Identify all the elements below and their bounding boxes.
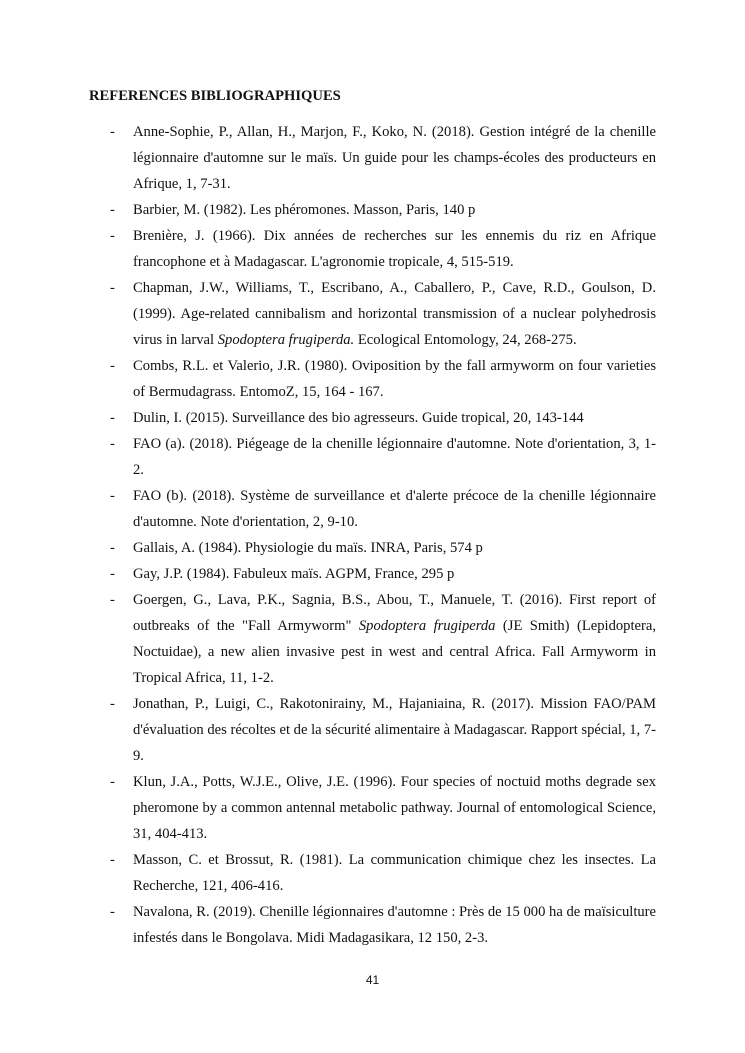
reference-item bbox=[89, 769, 656, 847]
list-bullet: - bbox=[110, 566, 115, 582]
reference-text: Ecological Entomology, 24, 268-275. bbox=[354, 332, 577, 348]
list-bullet: - bbox=[110, 436, 115, 452]
reference-item bbox=[89, 119, 656, 197]
reference-item bbox=[89, 691, 656, 769]
reference-text: FAO (a). (2018). Piégeage de la chenille légionnaire d'automne. Note d'orientation, 3, 1-2. bbox=[133, 436, 656, 478]
list-bullet: - bbox=[110, 202, 115, 218]
reference-italic-text: Spodoptera frugiperda. bbox=[217, 332, 355, 348]
reference-item bbox=[89, 405, 656, 431]
reference-item bbox=[89, 587, 656, 691]
list-bullet: - bbox=[110, 696, 115, 712]
reference-text: Brenière, J. (1966). Dix années de recherches sur les ennemis du riz en Afrique francophone et à Madagascar. L'agronomie tropicale, 4, 515-519. bbox=[133, 228, 656, 270]
reference-text: Jonathan, P., Luigi, C., Rakotonirainy, M., Hajaniaina, R. (2017). Mission FAO/PAM d'évaluation des récoltes et de la sécurité alimentaire à Madagascar. Rapport spécial, 1, 7-9. bbox=[133, 696, 656, 764]
reference-item bbox=[89, 197, 656, 223]
list-bullet: - bbox=[110, 410, 115, 426]
reference-text: Dulin, I. (2015). Surveillance des bio agresseurs. Guide tropical, 20, 143-144 bbox=[133, 410, 584, 426]
reference-text: Combs, R.L. et Valerio, J.R. (1980). Oviposition by the fall armyworm on four varieties of Bermudagrass. EntomoZ, 15, 164 - 167. bbox=[133, 358, 656, 400]
section-heading: REFERENCES BIBLIOGRAPHIQUES bbox=[89, 88, 341, 104]
reference-text: Barbier, M. (1982). Les phéromones. Masson, Paris, 140 p bbox=[133, 202, 476, 218]
reference-text: (JE Smith) (Lepidoptera, Noctuidae), a new alien invasive pest in west and central Africa. Fall Armyworm in Tropical Africa, 11, 1-2. bbox=[133, 618, 656, 686]
reference-item bbox=[89, 535, 656, 561]
reference-item bbox=[89, 561, 656, 587]
reference-text: Gallais, A. (1984). Physiologie du maïs. INRA, Paris, 574 p bbox=[133, 540, 483, 556]
page-number: 41 bbox=[365, 973, 380, 987]
list-bullet: - bbox=[110, 280, 115, 296]
reference-italic-text: Spodoptera frugiperda bbox=[358, 618, 496, 634]
reference-item bbox=[89, 353, 656, 405]
reference-text: Anne-Sophie, P., Allan, H., Marjon, F., Koko, N. (2018). Gestion intégré de la chenille légionnaire d'automne sur le maïs. Un guide pour les champs-écoles des producteurs en Afrique, 1, 7-31. bbox=[133, 124, 656, 192]
reference-item bbox=[89, 223, 656, 275]
list-bullet: - bbox=[110, 124, 115, 140]
list-bullet: - bbox=[110, 852, 115, 868]
reference-item bbox=[89, 275, 656, 353]
list-bullet: - bbox=[110, 904, 115, 920]
list-bullet: - bbox=[110, 592, 115, 608]
reference-text: Gay, J.P. (1984). Fabuleux maïs. AGPM, France, 295 p bbox=[133, 566, 455, 582]
reference-text: FAO (b). (2018). Système de surveillance et d'alerte précoce de la chenille légionnaire d'automne. Note d'orientation, 2, 9-10. bbox=[133, 488, 656, 530]
reference-item bbox=[89, 847, 656, 899]
reference-list bbox=[89, 119, 656, 951]
reference-item bbox=[89, 899, 656, 951]
reference-text: Navalona, R. (2019). Chenille légionnaires d'automne : Près de 15 000 ha de maïsiculture infestés dans le Bongolava. Midi Madagasikara, 12 150, 2-3. bbox=[133, 904, 657, 946]
reference-text: Masson, C. et Brossut, R. (1981). La communication chimique chez les insectes. La Recherche, 121, 406-416. bbox=[133, 852, 656, 894]
list-bullet: - bbox=[110, 488, 115, 504]
list-bullet: - bbox=[110, 358, 115, 374]
reference-text: Klun, J.A., Potts, W.J.E., Olive, J.E. (1996). Four species of noctuid moths degrade sex pheromone by a common antennal metabolic pathway. Journal of entomological Science, 31, 404-413. bbox=[133, 774, 656, 842]
reference-item bbox=[89, 483, 656, 535]
list-bullet: - bbox=[110, 228, 115, 244]
reference-item bbox=[89, 431, 656, 483]
reference-text: Chapman, J.W., Williams, T., Escribano, A., Caballero, P., Cave, R.D., Goulson, D. (1999). Age-related cannibalism and horizontal transmission of a nuclear polyhedrosis virus in larval bbox=[133, 280, 656, 348]
reference-text: Goergen, G., Lava, P.K., Sagnia, B.S., Abou, T., Manuele, T. (2016). First report of outbreaks of the "Fall Armyworm" bbox=[133, 592, 656, 634]
list-bullet: - bbox=[110, 774, 115, 790]
list-bullet: - bbox=[110, 540, 115, 556]
